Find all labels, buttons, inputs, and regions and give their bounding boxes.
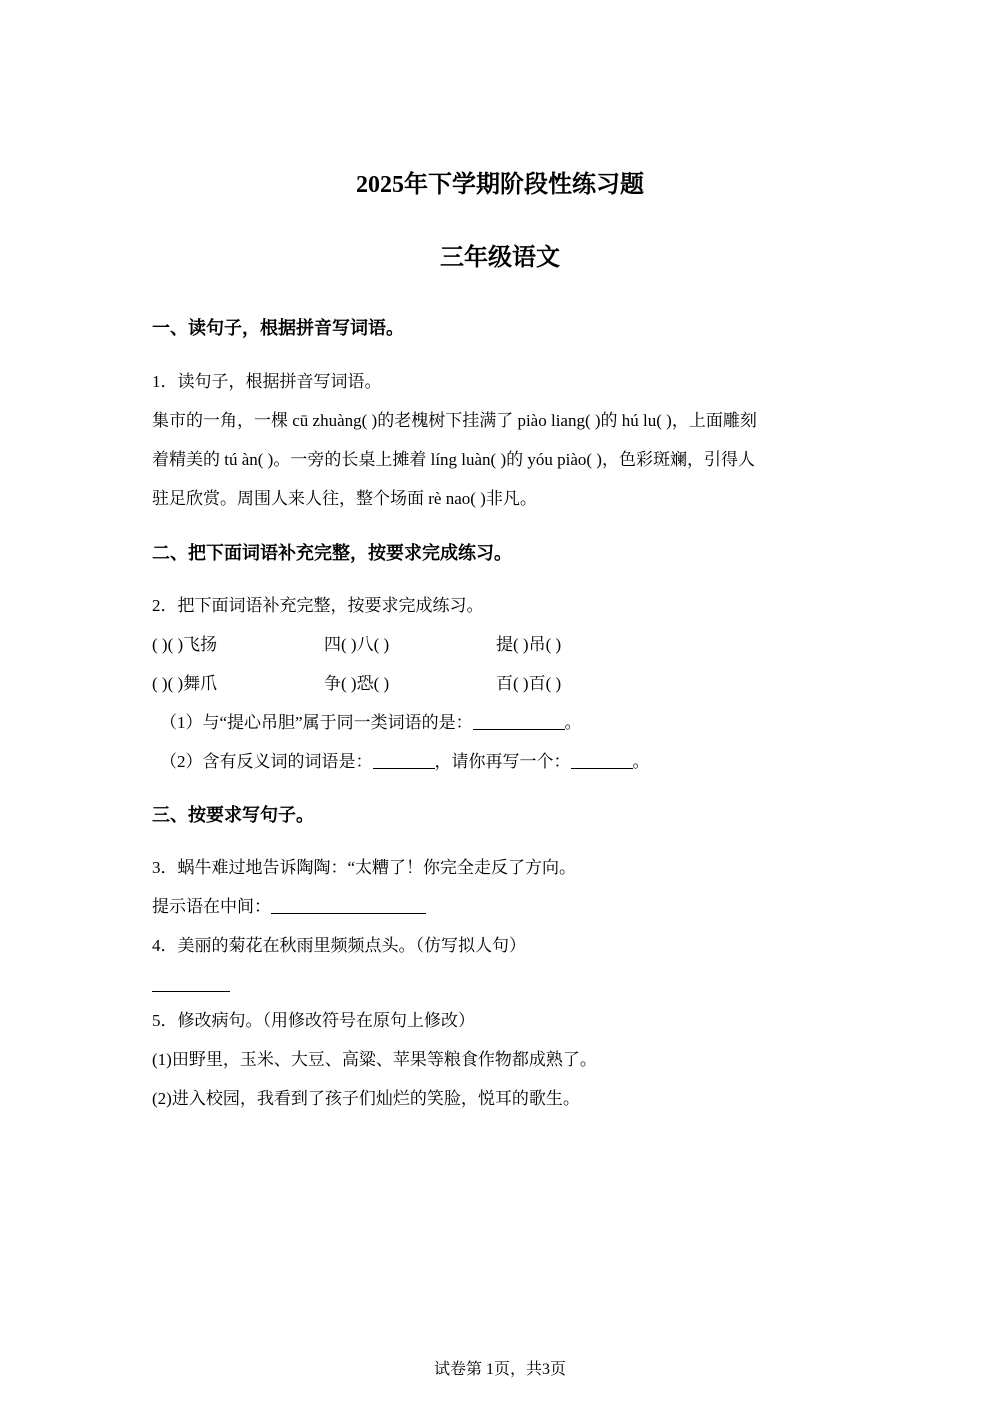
q2-word-2: 四( )八( ) (324, 635, 390, 654)
q2-sub2-mid: ，请你再写一个： (434, 752, 571, 771)
q2-word-6: 百( )百( ) (496, 674, 562, 693)
q2-word-4: ( )( )舞爪 (152, 674, 218, 693)
exam-title: 2025年下学期阶段性练习题 (356, 172, 644, 198)
q2-word-5: 争( )恐( ) (324, 674, 390, 693)
section-3-heading: 三、按要求写句子。 (152, 805, 314, 825)
q5-prompt: 5．修改病句。（用修改符号在原句上修改） (152, 1011, 475, 1030)
q2-subquestion-2 (160, 750, 650, 774)
answer-blank[interactable] (152, 975, 230, 992)
q3-hint: 提示语在中间： (152, 897, 271, 916)
q2-sub1-end: 。 (564, 713, 582, 732)
q1-line-1: 集市的一角，一棵 cū zhuàng( )的老槐树下挂满了 piào liang( )的 hú lu( )，上面雕刻 (152, 411, 757, 430)
q1-prompt: 1．读句子，根据拼音写词语。 (152, 372, 382, 391)
exam-subtitle: 三年级语文 (440, 245, 560, 271)
answer-blank[interactable] (373, 752, 435, 769)
q2-sub2-text: （2）含有反义词的词语是： (160, 752, 373, 771)
q4-answer-line (152, 973, 230, 997)
answer-blank[interactable] (271, 897, 426, 914)
q2-subquestion-1 (160, 711, 582, 735)
q5-item-1: (1)田野里，玉米、大豆、高粱、苹果等粮食作物都成熟了。 (152, 1050, 597, 1069)
q3-prompt: 3．蜗牛难过地告诉陶陶：“太糟了！你完全走反了方向。 (152, 858, 577, 877)
page-footer: 试卷第 1页，共3页 (433, 1361, 566, 1378)
q3-hint-line (152, 895, 426, 919)
q1-line-3: 驻足欣赏。周围人来人往，整个场面 rè nao( )非凡。 (152, 489, 537, 508)
q2-sub1-text: （1）与“提心吊胆”属于同一类词语的是： (160, 713, 473, 732)
q2-word-3: 提( )吊( ) (496, 635, 562, 654)
section-1-heading: 一、读句子，根据拼音写词语。 (152, 318, 404, 338)
answer-blank[interactable] (473, 713, 565, 730)
q5-item-2: (2)进入校园，我看到了孩子们灿烂的笑脸，悦耳的歌生。 (152, 1089, 580, 1108)
q2-prompt: 2．把下面词语补充完整，按要求完成练习。 (152, 596, 484, 615)
q2-word-1: ( )( )飞扬 (152, 635, 218, 654)
answer-blank[interactable] (571, 752, 633, 769)
q2-sub2-end: 。 (632, 752, 650, 771)
q4-prompt: 4．美丽的菊花在秋雨里频频点头。（仿写拟人句） (152, 936, 526, 955)
q1-line-2: 着精美的 tú àn( )。一旁的长桌上摊着 líng luàn( )的 yóu piào( )，色彩斑斓，引得人 (152, 450, 755, 469)
section-2-heading: 二、把下面词语补充完整，按要求完成练习。 (152, 543, 512, 563)
